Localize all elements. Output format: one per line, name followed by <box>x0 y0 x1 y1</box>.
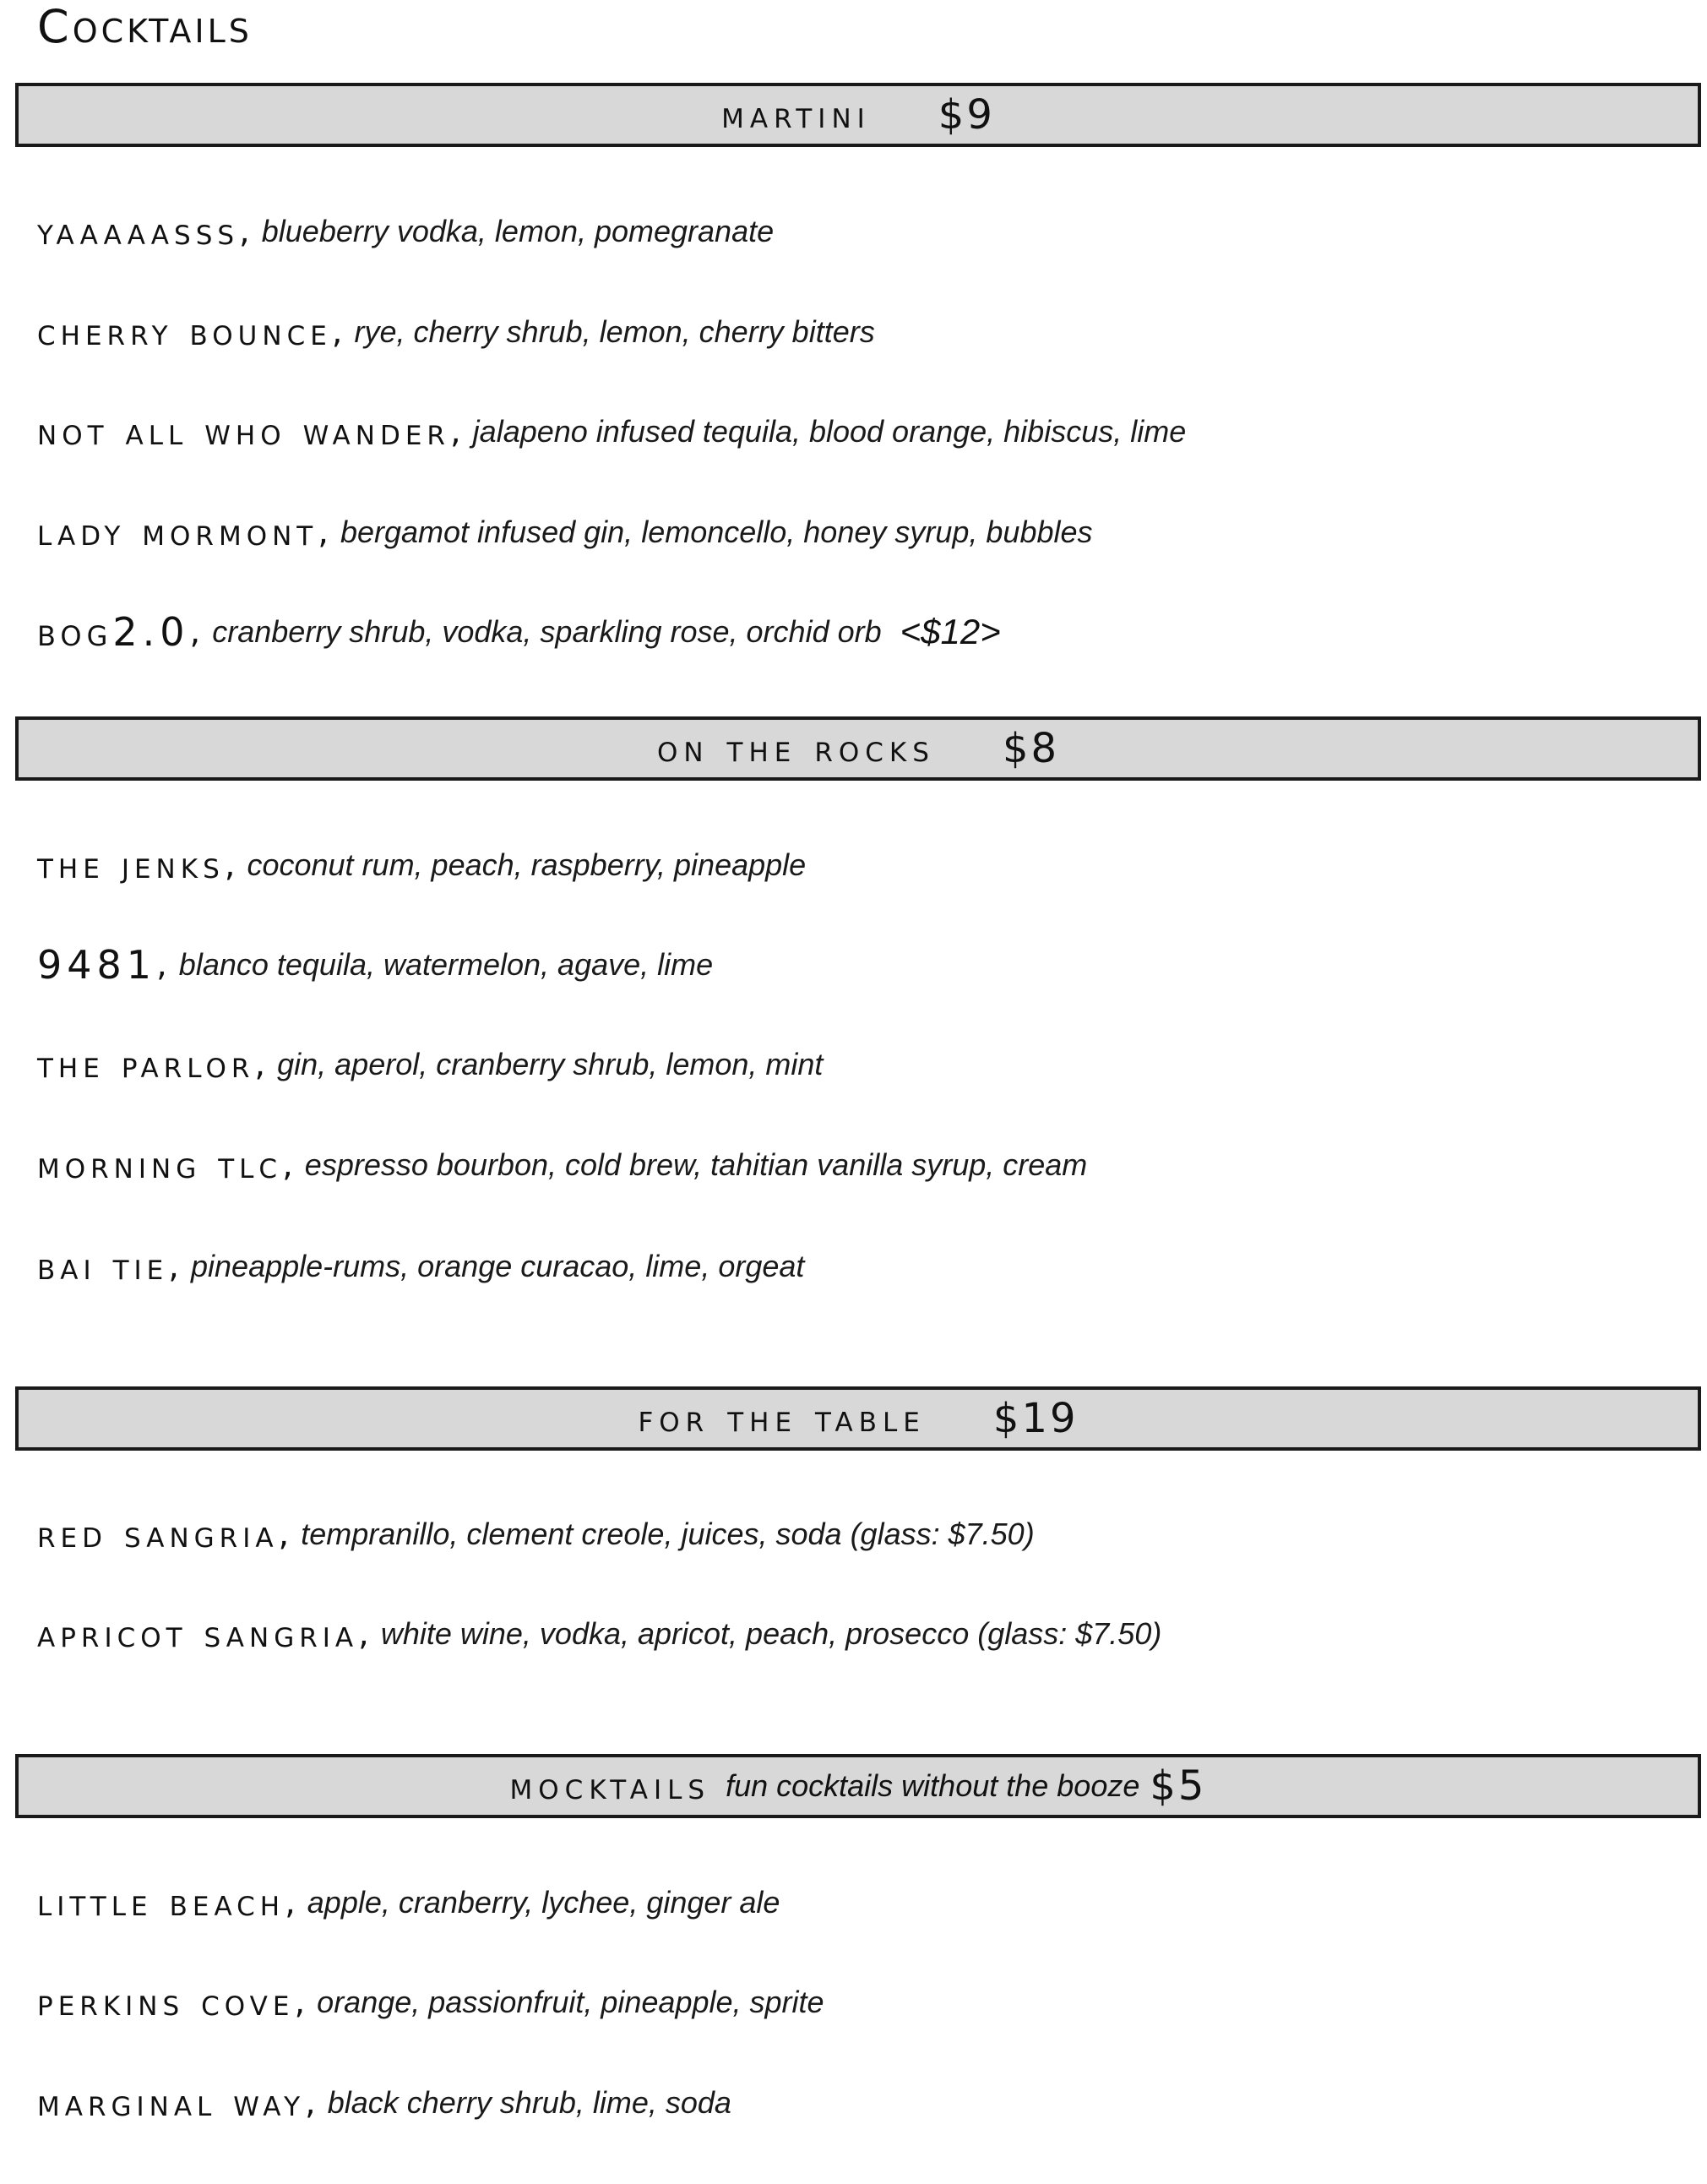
item-description: black cherry shrub, lime, soda <box>327 2085 731 2120</box>
section-name: mocktails <box>509 1764 711 1808</box>
item-name: little beach <box>37 1881 285 1925</box>
item-name: bai tie <box>37 1244 169 1288</box>
item-separator: , <box>156 945 167 984</box>
item-name: red sangria <box>37 1512 279 1556</box>
item-separator: , <box>254 1045 266 1084</box>
item-separator: , <box>224 846 236 885</box>
item-separator: , <box>294 1983 306 2022</box>
item-name: cherry bounce <box>37 310 332 354</box>
item-name: morning tlc <box>37 1143 283 1187</box>
item-special-price: <$12> <box>900 612 1001 651</box>
section-header-for-the-table <box>15 1386 1701 1451</box>
item-description: gin, aperol, cranberry shrub, lemon, mint <box>277 1047 824 1081</box>
item-name: not all who wander <box>37 410 450 454</box>
menu-item <box>37 507 1093 558</box>
menu-item <box>37 1977 824 2028</box>
menu-item <box>37 940 713 990</box>
menu-item <box>37 1509 1035 1560</box>
menu-item <box>37 607 1001 657</box>
menu-item <box>37 840 806 890</box>
section-header-martini <box>15 83 1701 147</box>
item-description: tempranillo, clement creole, juices, soda (glass: $7.50) <box>301 1517 1035 1551</box>
item-separator: , <box>331 313 343 351</box>
menu-item <box>37 206 774 257</box>
item-description: cranberry shrub, vodka, sparkling rose, orchid orb <box>212 614 882 649</box>
item-description: bergamot infused gin, lemoncello, honey syrup, bubbles <box>340 515 1093 549</box>
section-price: $8 <box>1002 725 1060 772</box>
menu-item <box>37 1609 1161 1659</box>
item-separator: , <box>449 412 461 451</box>
item-separator: , <box>168 1247 179 1286</box>
menu-item <box>37 1039 823 1090</box>
item-name: the parlor <box>37 1043 255 1087</box>
item-description: orange, passionfruit, pineapple, sprite <box>317 1985 824 2019</box>
item-description: blanco tequila, watermelon, agave, lime <box>178 947 714 982</box>
item-name: yaaaaasss <box>37 210 240 253</box>
item-name: 9481 <box>37 942 157 988</box>
section-note: fun cocktails without the booze <box>726 1768 1140 1803</box>
item-name: marginal way <box>37 2081 306 2125</box>
item-description: white wine, vodka, apricot, peach, prosecco (glass: $7.50) <box>380 1616 1162 1651</box>
item-description: jalapeno infused tequila, blood orange, hibiscus, lime <box>472 414 1187 449</box>
item-separator: , <box>305 2083 316 2122</box>
section-name: on the rocks <box>656 727 935 771</box>
item-description: pineapple-rums, orange curacao, lime, orgeat <box>191 1249 805 1283</box>
menu-item <box>37 307 875 357</box>
item-name: bog2.0 <box>37 609 190 655</box>
item-description: coconut rum, peach, raspberry, pineapple <box>247 847 807 882</box>
item-name: the jenks <box>37 843 225 887</box>
item-description: espresso bourbon, cold brew, tahitian vanilla syrup, cream <box>304 1147 1088 1182</box>
menu-item <box>37 1140 1087 1190</box>
section-header-mocktails <box>15 1754 1701 1818</box>
section-name: martini <box>721 93 871 137</box>
item-separator: , <box>285 1883 296 1922</box>
item-separator: , <box>278 1515 290 1554</box>
menu-item <box>37 406 1186 457</box>
item-name: lady mormont <box>37 510 318 554</box>
item-separator: , <box>189 613 201 651</box>
section-price: $5 <box>1150 1762 1207 1810</box>
section-name: for the table <box>638 1397 926 1441</box>
menu-item <box>37 2078 731 2128</box>
page-title: Cocktails <box>37 0 253 53</box>
menu-item <box>37 1241 804 1292</box>
item-description: apple, cranberry, lychee, ginger ale <box>307 1885 780 1920</box>
item-separator: , <box>318 513 329 552</box>
item-separator: , <box>358 1615 369 1653</box>
item-name: perkins cove <box>37 1980 295 2024</box>
item-separator: , <box>239 212 250 251</box>
section-price: $19 <box>992 1395 1079 1442</box>
menu-item <box>37 1877 780 1928</box>
section-header-on-the-rocks <box>15 716 1701 781</box>
item-name: apricot sangria <box>37 1612 359 1656</box>
item-description: rye, cherry shrub, lemon, cherry bitters <box>354 314 875 349</box>
item-separator: , <box>282 1146 293 1185</box>
section-price: $9 <box>938 91 995 139</box>
item-description: blueberry vodka, lemon, pomegranate <box>261 214 775 248</box>
